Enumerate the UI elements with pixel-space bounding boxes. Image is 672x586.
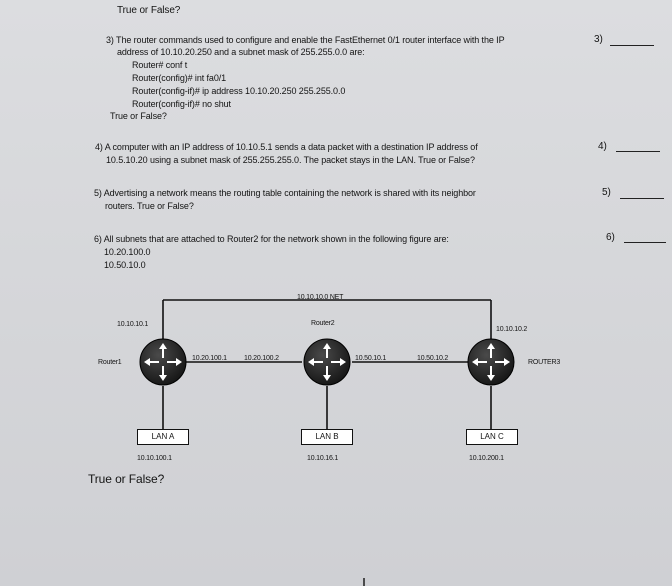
lan-c-address: 10.10.200.1	[469, 455, 504, 462]
top-true-false: True or False?	[117, 5, 181, 16]
r3-top-address: 10.10.10.2	[496, 326, 528, 333]
router-icon	[468, 339, 514, 385]
q6-subnet-1: 10.20.100.0	[104, 247, 151, 257]
lan-a-address: 10.10.100.1	[137, 455, 172, 462]
router2[interactable]	[304, 339, 350, 385]
lan-b-address: 10.10.16.1	[307, 455, 339, 462]
q5-line-1: 5) Advertising a network means the routing table containing the network is shared with its neighbor	[94, 188, 476, 198]
router3-name: ROUTER3	[528, 359, 561, 366]
q4-line-1: 4) A computer with an IP address of 10.10.5.1 sends a data packet with a destination IP address of	[95, 142, 478, 152]
lan-c-box: LAN C	[466, 429, 518, 445]
q3-line-2: address of 10.10.20.250 and a subnet mask of 255.255.0.0 are:	[117, 47, 365, 57]
lan-b-box: LAN B	[301, 429, 353, 445]
router-icon	[304, 339, 350, 385]
q6-answer-number: 6)	[606, 232, 615, 243]
q5-answer-number: 5)	[602, 187, 611, 198]
q4-answer-number: 4)	[598, 141, 607, 152]
r3-left-address: 10.50.10.2	[417, 355, 449, 362]
q6-line-1: 6) All subnets that are attached to Router2 for the network shown in the following figure are:	[94, 234, 449, 244]
q3-cmd-4: Router(config-if)# no shut	[132, 99, 231, 109]
q6-subnet-2: 10.50.10.0	[104, 260, 146, 270]
q3-cmd-3: Router(config-if)# ip address 10.10.20.250 255.255.0.0	[132, 86, 346, 96]
q3-answer-number: 3)	[594, 34, 603, 45]
router3[interactable]	[468, 339, 514, 385]
r1-top-address: 10.10.10.1	[117, 321, 149, 328]
q3-tail: True or False?	[110, 111, 167, 121]
q5-line-2: routers. True or False?	[105, 201, 194, 211]
q4-line-2: 10.5.10.20 using a subnet mask of 255.255.255.0. The packet stays in the LAN. True or False?	[106, 155, 475, 165]
q3-cmd-2: Router(config)# int fa0/1	[132, 73, 227, 83]
lan-a-box: LAN A	[137, 429, 189, 445]
router1[interactable]	[140, 339, 186, 385]
q3-line-1: 3) The router commands used to configure and enable the FastEthernet 0/1 router interface with the IP	[106, 35, 505, 45]
footer-true-false: True or False?	[88, 472, 165, 486]
router2-name: Router2	[311, 320, 335, 327]
q3-cmd-1: Router# conf t	[132, 60, 188, 70]
r2-left-address: 10.20.100.2	[244, 355, 279, 362]
router-icon	[140, 339, 186, 385]
r1-right-address: 10.20.100.1	[192, 355, 227, 362]
net-label: 10.10.10.0 NET	[297, 294, 344, 301]
router1-name: Router1	[98, 359, 122, 366]
r2-right-address: 10.50.10.1	[355, 355, 387, 362]
